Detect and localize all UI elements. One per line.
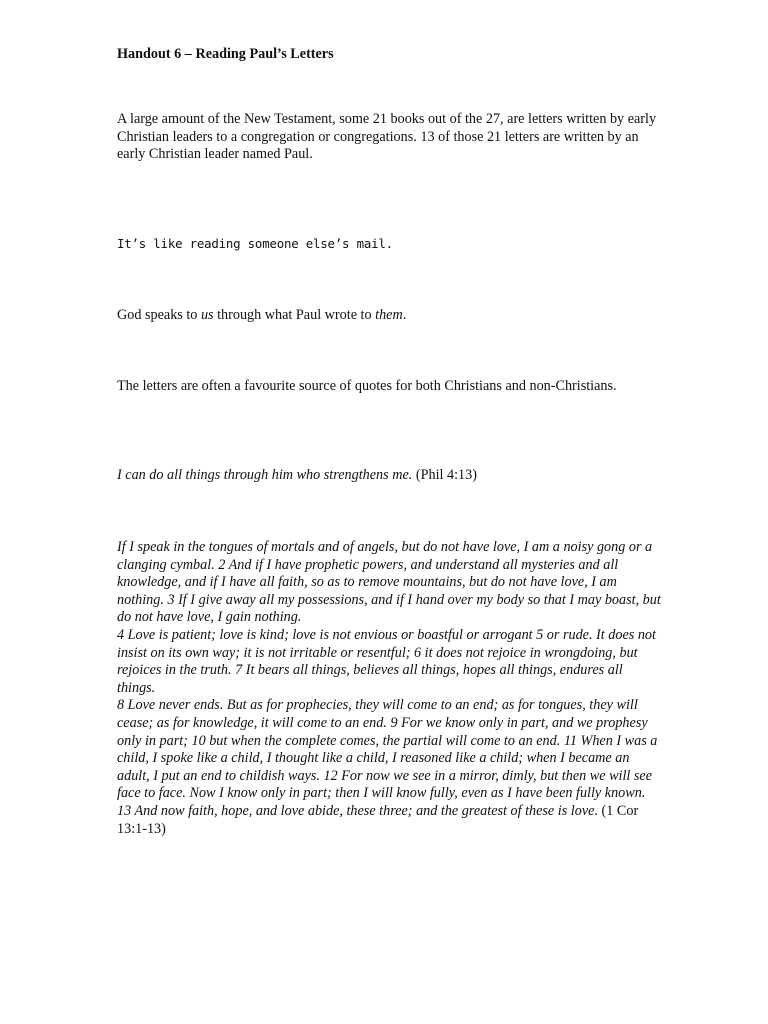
phil-quote [117,467,657,485]
speaks-text-middle: through what Paul wrote to [213,307,376,323]
phil-quote-text: I can do all things through him who strengthens me. [117,467,413,483]
corinthians-period: . [594,802,598,819]
corinthians-paragraph-3-text: 8 Love never ends. But as for prophecies, they will come to an end; as for tongues, they will cease; as for knowledge, it will come to an end. 9 For we know only in part, and we prophesy only in part; 10 but when the complete comes, the partial will come to an end. 11 When I was a child, I spoke like a child, I thought like a child, I reasoned like a child; when I became an adult, I put an end to childish ways. 12 For now we see in a mirror, dimly, but then we will see face to face. Now I know only in part; then I will know fully, even as I have been fully known. 13 And now faith, hope, and love abide, these three; and the greatest of these is love [117,697,658,819]
phil-quote-reference: (Phil 4:13) [412,467,477,483]
corinthians-reference: (1 Cor 13:1-13) [117,802,639,837]
speaks-text-after: . [402,307,407,323]
quotes-paragraph: The letters are often a favourite source of quotes for both Christians and non-Christians. [117,378,617,394]
intro-paragraph: A large amount of the New Testament, some 21 books out of the 27, are letters written by early Christian leaders to a congregation or congregations. 13 of those 21 letters are written by an early Christian leader named Paul. [117,111,657,163]
corinthians-paragraph-1: If I speak in the tongues of mortals and of angels, but do not have love, I am a noisy gong or a clanging cymbal. 2 And if I have prophetic powers, and understand all mysteries and all knowledge, and if I have all faith, so as to remove mountains, but do not have love, I am nothing. 3 If I give away all my possessions, and if I hand over my body so that I may boast, but do not have love, I gain nothing. [117,539,661,626]
speaks-emphasis-them: them [375,307,403,323]
corinthians-paragraph-3 [117,697,662,838]
corinthians-passage [117,539,662,838]
speaks-emphasis-us: us [200,307,214,323]
speaks-paragraph [117,307,657,325]
corinthians-paragraph-2: 4 Love is patient; love is kind; love is not envious or boastful or arrogant 5 or rude. It does not insist on its own way; it is not irritable or resentful; 6 it does not rejoice in wrongdoing, but rejoices in the truth. 7 It bears all things, believes all things, hopes all things, endures all things. [117,626,656,696]
speaks-text-before: God speaks to [117,307,201,323]
page-title: Handout 6 – Reading Paul’s Letters [117,46,334,62]
mail-line: It’s like reading someone else’s mail. [117,236,393,251]
